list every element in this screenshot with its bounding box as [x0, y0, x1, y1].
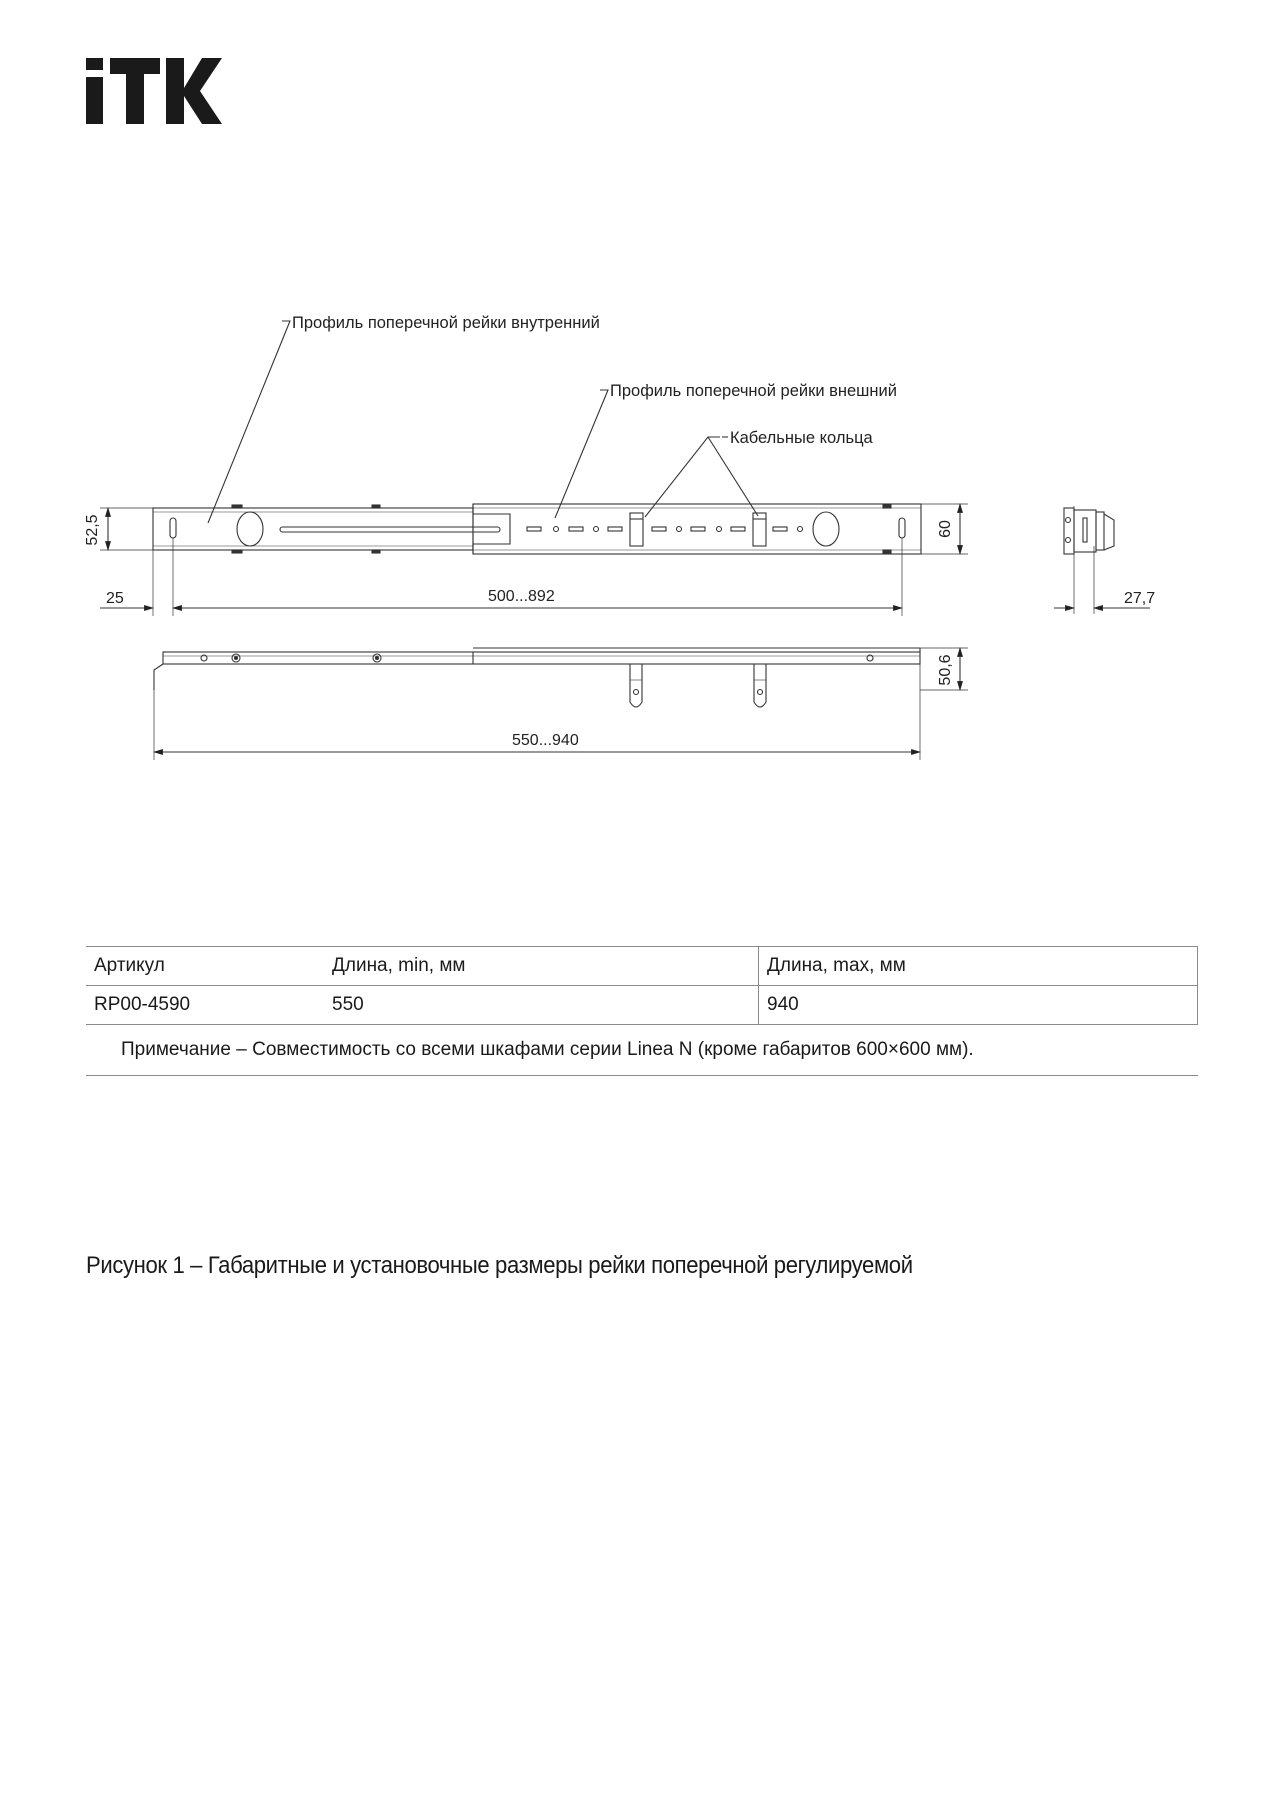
table-row — [86, 986, 1198, 1025]
dim-span-bottom: 550...940 — [512, 732, 579, 749]
dim-height-bottom: 50,6 — [937, 654, 954, 686]
technical-drawing — [0, 0, 1280, 800]
table-header-row — [86, 947, 1198, 986]
dim-side-width: 27,7 — [1124, 590, 1156, 607]
dim-height-right: 60 — [937, 520, 954, 538]
spec-table — [86, 946, 1198, 1076]
cell-length-min: 550 — [324, 986, 759, 1025]
dim-offset-left: 25 — [106, 590, 124, 607]
header-length-max: Длина, max, мм — [759, 947, 1198, 986]
callout-inner-profile: Профиль поперечной рейки внутренний — [292, 314, 600, 332]
table-note: Примечание – Совместимость со всеми шкафами серии Linea N (кроме габаритов 600×600 мм). — [86, 1025, 1198, 1076]
callout-cable-rings: Кабельные кольца — [730, 429, 873, 447]
dim-height-left: 52,5 — [84, 514, 101, 546]
dim-span-top: 500...892 — [488, 588, 555, 605]
callout-outer-profile: Профиль поперечной рейки внешний — [610, 382, 897, 400]
header-article: Артикул — [86, 947, 324, 986]
header-length-min: Длина, min, мм — [324, 947, 759, 986]
table-note-row — [86, 1025, 1198, 1076]
cell-length-max: 940 — [759, 986, 1198, 1025]
figure-caption: Рисунок 1 – Габаритные и установочные размеры рейки поперечной регулируемой — [86, 1252, 913, 1279]
cell-article: RP00-4590 — [86, 986, 324, 1025]
